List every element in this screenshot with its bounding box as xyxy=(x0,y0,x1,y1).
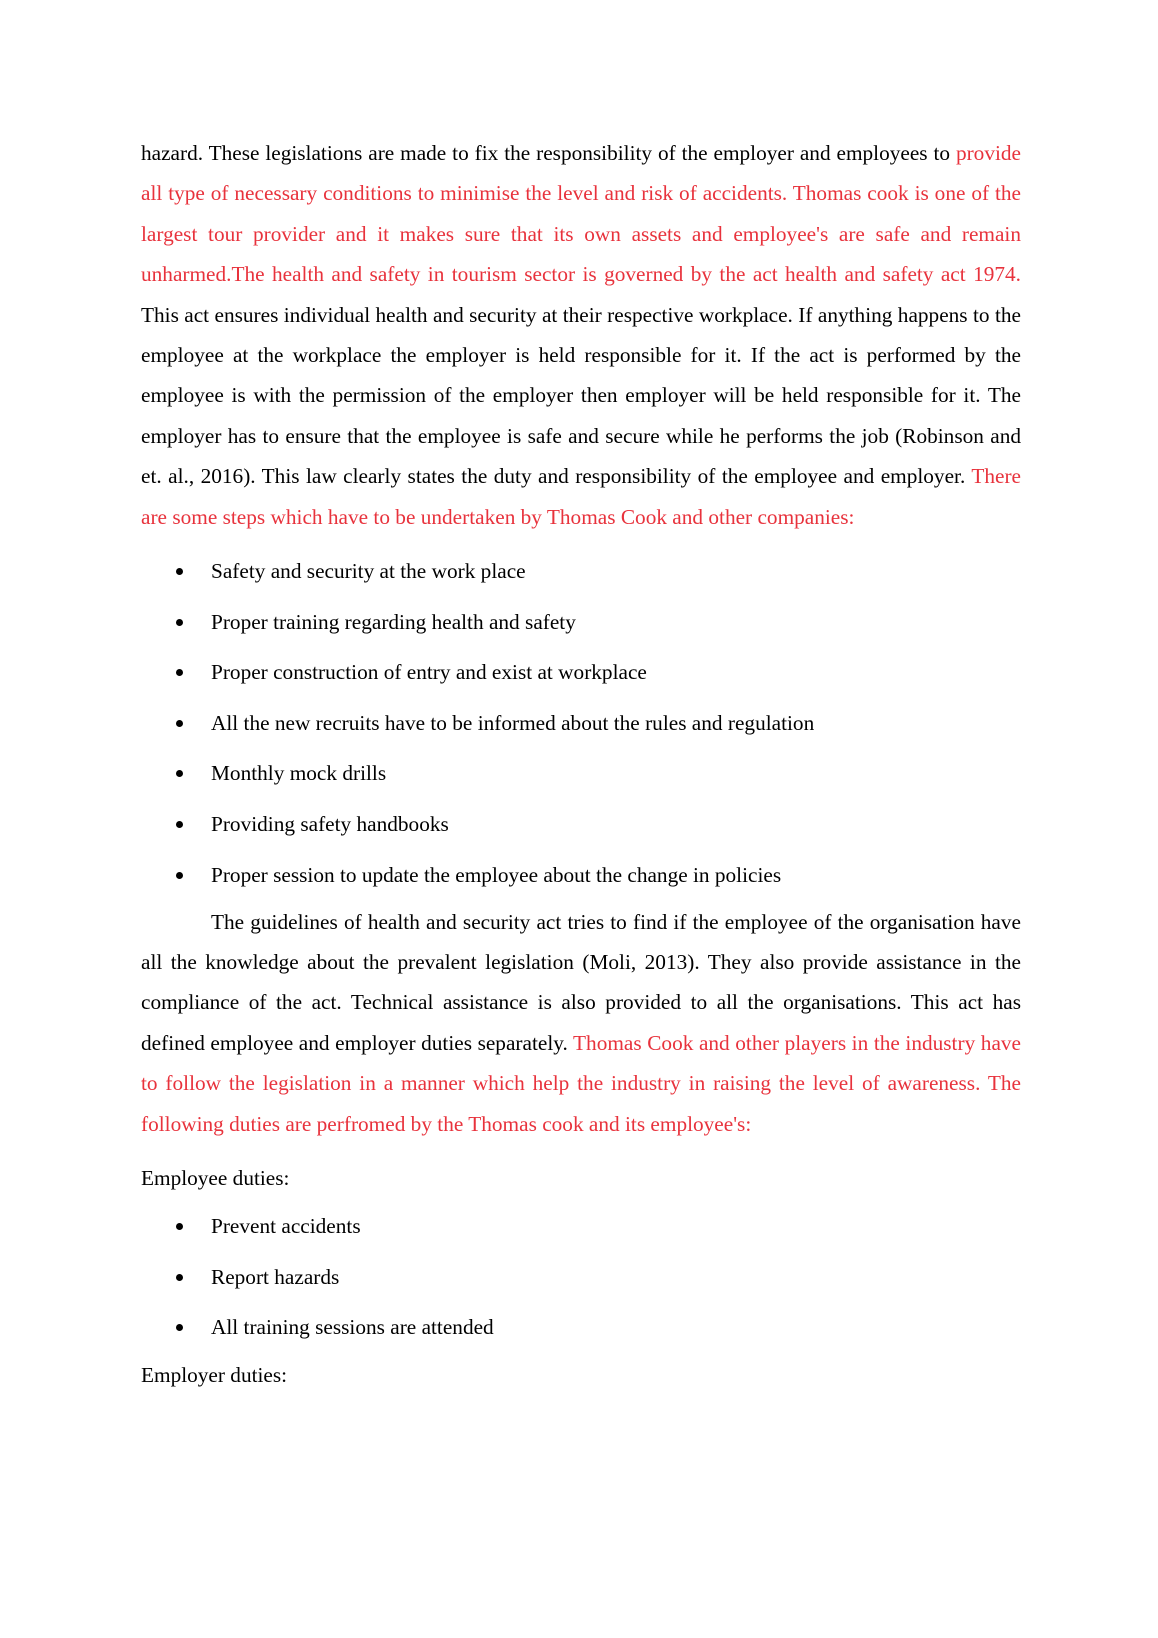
paragraph-guidelines xyxy=(141,902,1021,1144)
bullet-icon xyxy=(176,619,183,626)
bullet-icon xyxy=(176,1274,183,1281)
list-item: Report hazards xyxy=(141,1263,1021,1292)
text-segment: hazard. These legislations are made to fix the responsibility of the employer and employees to xyxy=(141,141,956,165)
employee-duties-list xyxy=(141,1212,1021,1342)
employer-duties-heading: Employer duties: xyxy=(141,1363,288,1388)
list-item: Safety and security at the work place xyxy=(141,557,1021,586)
employee-duties-heading: Employee duties: xyxy=(141,1166,290,1191)
list-item: Providing safety handbooks xyxy=(141,810,1021,839)
bullet-icon xyxy=(176,872,183,879)
bullet-icon xyxy=(176,1223,183,1230)
highlighted-text-segment: provide all type of necessary conditions to minimise the level and risk of accidents. Thomas cook is one of the largest tour provider and it makes sure that its own assets and employee's are safe and remain unharmed.The health and safety in tourism sector is governed by the act health and safety act 1974. xyxy=(141,141,1021,287)
paragraph-legislation xyxy=(141,133,1021,537)
list-item: Monthly mock drills xyxy=(141,759,1021,788)
bullet-icon xyxy=(176,720,183,727)
steps-list xyxy=(141,557,1021,890)
text-segment: This act ensures individual health and security at their respective workplace. If anything happens to the employee at the workplace the employer is held responsible for it. If the act is performed by the employee is with the permission of the employer then employer will be held responsible for it. The employer has to ensure that the employee is safe and secure while he performs the job (Robinson and et. al., 2016). This law clearly states the duty and responsibility of the employee and employer. xyxy=(141,302,1021,489)
bullet-icon xyxy=(176,1324,183,1331)
list-item: Proper session to update the employee about the change in policies xyxy=(141,861,1021,890)
list-item: Proper training regarding health and safety xyxy=(141,608,1021,637)
bullet-icon xyxy=(176,821,183,828)
list-item: Proper construction of entry and exist at workplace xyxy=(141,658,1021,687)
highlighted-text-segment: Thomas Cook and other players in the industry have to follow the legislation in a manner which help the industry in raising the level of awareness. The following duties are perfromed by the Thomas cook and its employee's: xyxy=(141,1030,1021,1136)
list-item: All training sessions are attended xyxy=(141,1313,1021,1342)
text-segment: The guidelines of health and security act tries to find if the employee of the organisation have all the knowledge about the prevalent legislation (Moli, 2013). They also provide assistance in the compliance of the act. Technical assistance is also provided to all the organisations. This act has defined employee and employer duties separately. xyxy=(141,909,1021,1055)
bullet-icon xyxy=(176,568,183,575)
list-item: Prevent accidents xyxy=(141,1212,1021,1241)
highlighted-text-segment: There are some steps which have to be undertaken by Thomas Cook and other companies: xyxy=(141,464,1021,529)
page-content xyxy=(141,133,1021,1390)
bullet-icon xyxy=(176,669,183,676)
bullet-icon xyxy=(176,770,183,777)
list-item: All the new recruits have to be informed about the rules and regulation xyxy=(141,709,1021,738)
